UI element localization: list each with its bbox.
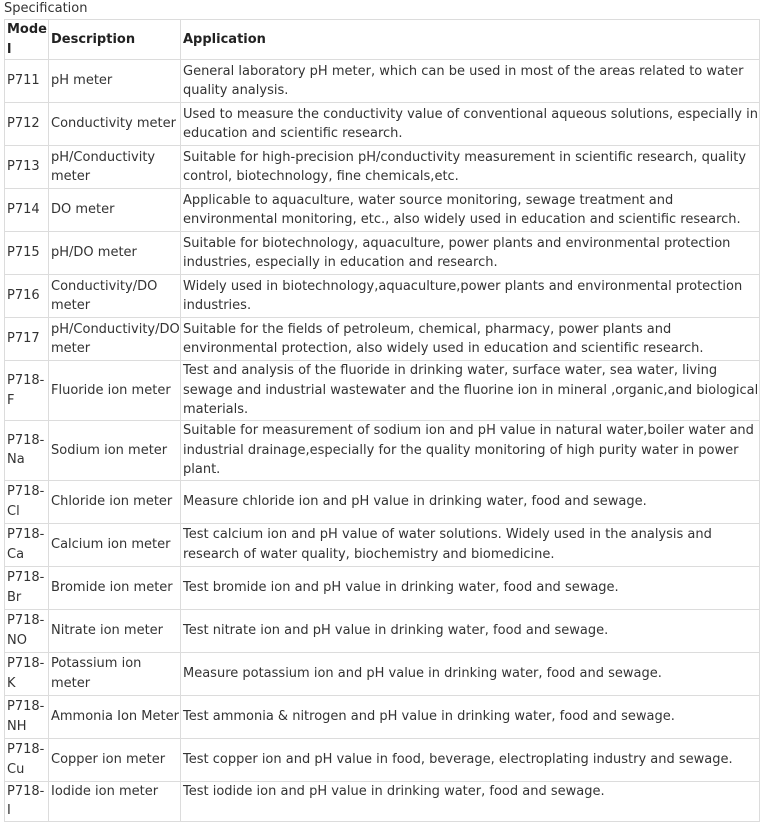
model-cell: P718-Ca — [5, 523, 49, 566]
table-row — [5, 361, 760, 421]
table-caption: Specification — [4, 1, 88, 16]
table-row — [5, 103, 760, 146]
table-row — [5, 318, 760, 361]
table-row — [5, 523, 760, 566]
description-cell: pH/Conductivity meter — [49, 146, 181, 189]
table-row — [5, 566, 760, 609]
model-cell: P715 — [5, 232, 49, 275]
column-header-application: Application — [181, 20, 760, 60]
table-row — [5, 275, 760, 318]
description-cell: pH/DO meter — [49, 232, 181, 275]
description-cell: Conductivity meter — [49, 103, 181, 146]
table-row — [5, 781, 760, 821]
description-cell: pH meter — [49, 60, 181, 103]
table-row — [5, 480, 760, 523]
description-cell: DO meter — [49, 189, 181, 232]
model-cell: P711 — [5, 60, 49, 103]
application-cell: Test iodide ion and pH value in drinking water, food and sewage. — [181, 781, 760, 821]
model-cell: P716 — [5, 275, 49, 318]
description-cell: Sodium ion meter — [49, 420, 181, 480]
application-cell: Suitable for the fields of petroleum, chemical, pharmacy, power plants and environmental protection, also widely used in education and scientific research. — [181, 318, 760, 361]
model-cell: P718-Cl — [5, 480, 49, 523]
description-cell: pH/Conductivity/DO meter — [49, 318, 181, 361]
table-row — [5, 60, 760, 103]
application-cell: Test and analysis of the fluoride in drinking water, surface water, sea water, living sewage and industrial wastewater and the fluorine ion in mineral ,organic,and biological materials. — [181, 361, 760, 421]
column-header-model: Model — [5, 20, 49, 60]
model-cell: P712 — [5, 103, 49, 146]
model-cell: P718-NH — [5, 695, 49, 738]
description-cell: Bromide ion meter — [49, 566, 181, 609]
table-row — [5, 189, 760, 232]
application-cell: Test nitrate ion and pH value in drinking water, food and sewage. — [181, 609, 760, 652]
application-cell: Suitable for measurement of sodium ion and pH value in natural water,boiler water and industrial drainage,especially for the quality monitoring of high purity water in power plant. — [181, 420, 760, 480]
application-cell: Applicable to aquaculture, water source monitoring, sewage treatment and environmental monitoring, etc., also widely used in education and scientific research. — [181, 189, 760, 232]
model-cell: P718-F — [5, 361, 49, 421]
application-cell: Test copper ion and pH value in food, beverage, electroplating industry and sewage. — [181, 738, 760, 781]
application-cell: Widely used in biotechnology,aquaculture,power plants and environmental protection industries. — [181, 275, 760, 318]
application-cell: Measure potassium ion and pH value in drinking water, food and sewage. — [181, 652, 760, 695]
table-row — [5, 146, 760, 189]
application-cell: Test ammonia & nitrogen and pH value in drinking water, food and sewage. — [181, 695, 760, 738]
application-cell: Used to measure the conductivity value of conventional aqueous solutions, especially in education and scientific research. — [181, 103, 760, 146]
description-cell: Chloride ion meter — [49, 480, 181, 523]
application-cell: General laboratory pH meter, which can be used in most of the areas related to water quality analysis. — [181, 60, 760, 103]
description-cell: Calcium ion meter — [49, 523, 181, 566]
model-cell: P718-Cu — [5, 738, 49, 781]
table-row — [5, 609, 760, 652]
application-cell: Test bromide ion and pH value in drinking water, food and sewage. — [181, 566, 760, 609]
table-row — [5, 695, 760, 738]
application-cell: Suitable for high-precision pH/conductivity measurement in scientific research, quality control, biotechnology, fine chemicals,etc. — [181, 146, 760, 189]
specification-table — [4, 19, 760, 822]
description-cell: Copper ion meter — [49, 738, 181, 781]
model-cell: P718-Br — [5, 566, 49, 609]
description-cell: Fluoride ion meter — [49, 361, 181, 421]
model-cell: P717 — [5, 318, 49, 361]
description-cell: Ammonia Ion Meter — [49, 695, 181, 738]
table-row — [5, 738, 760, 781]
column-header-description: Description — [49, 20, 181, 60]
model-cell: P714 — [5, 189, 49, 232]
model-cell: P718-NO — [5, 609, 49, 652]
table-row — [5, 652, 760, 695]
description-cell: Iodide ion meter — [49, 781, 181, 821]
description-cell: Nitrate ion meter — [49, 609, 181, 652]
header-row — [5, 20, 760, 60]
table-row — [5, 232, 760, 275]
application-cell: Measure chloride ion and pH value in drinking water, food and sewage. — [181, 480, 760, 523]
description-cell: Potassium ion meter — [49, 652, 181, 695]
application-cell: Test calcium ion and pH value of water solutions. Widely used in the analysis and research of water quality, biochemistry and biomedicine. — [181, 523, 760, 566]
description-cell: Conductivity/DO meter — [49, 275, 181, 318]
model-cell: P718-Na — [5, 420, 49, 480]
model-cell: P713 — [5, 146, 49, 189]
table-row — [5, 420, 760, 480]
model-cell: P718-K — [5, 652, 49, 695]
model-cell: P718-I — [5, 781, 49, 821]
application-cell: Suitable for biotechnology, aquaculture, power plants and environmental protection industries, especially in education and research. — [181, 232, 760, 275]
